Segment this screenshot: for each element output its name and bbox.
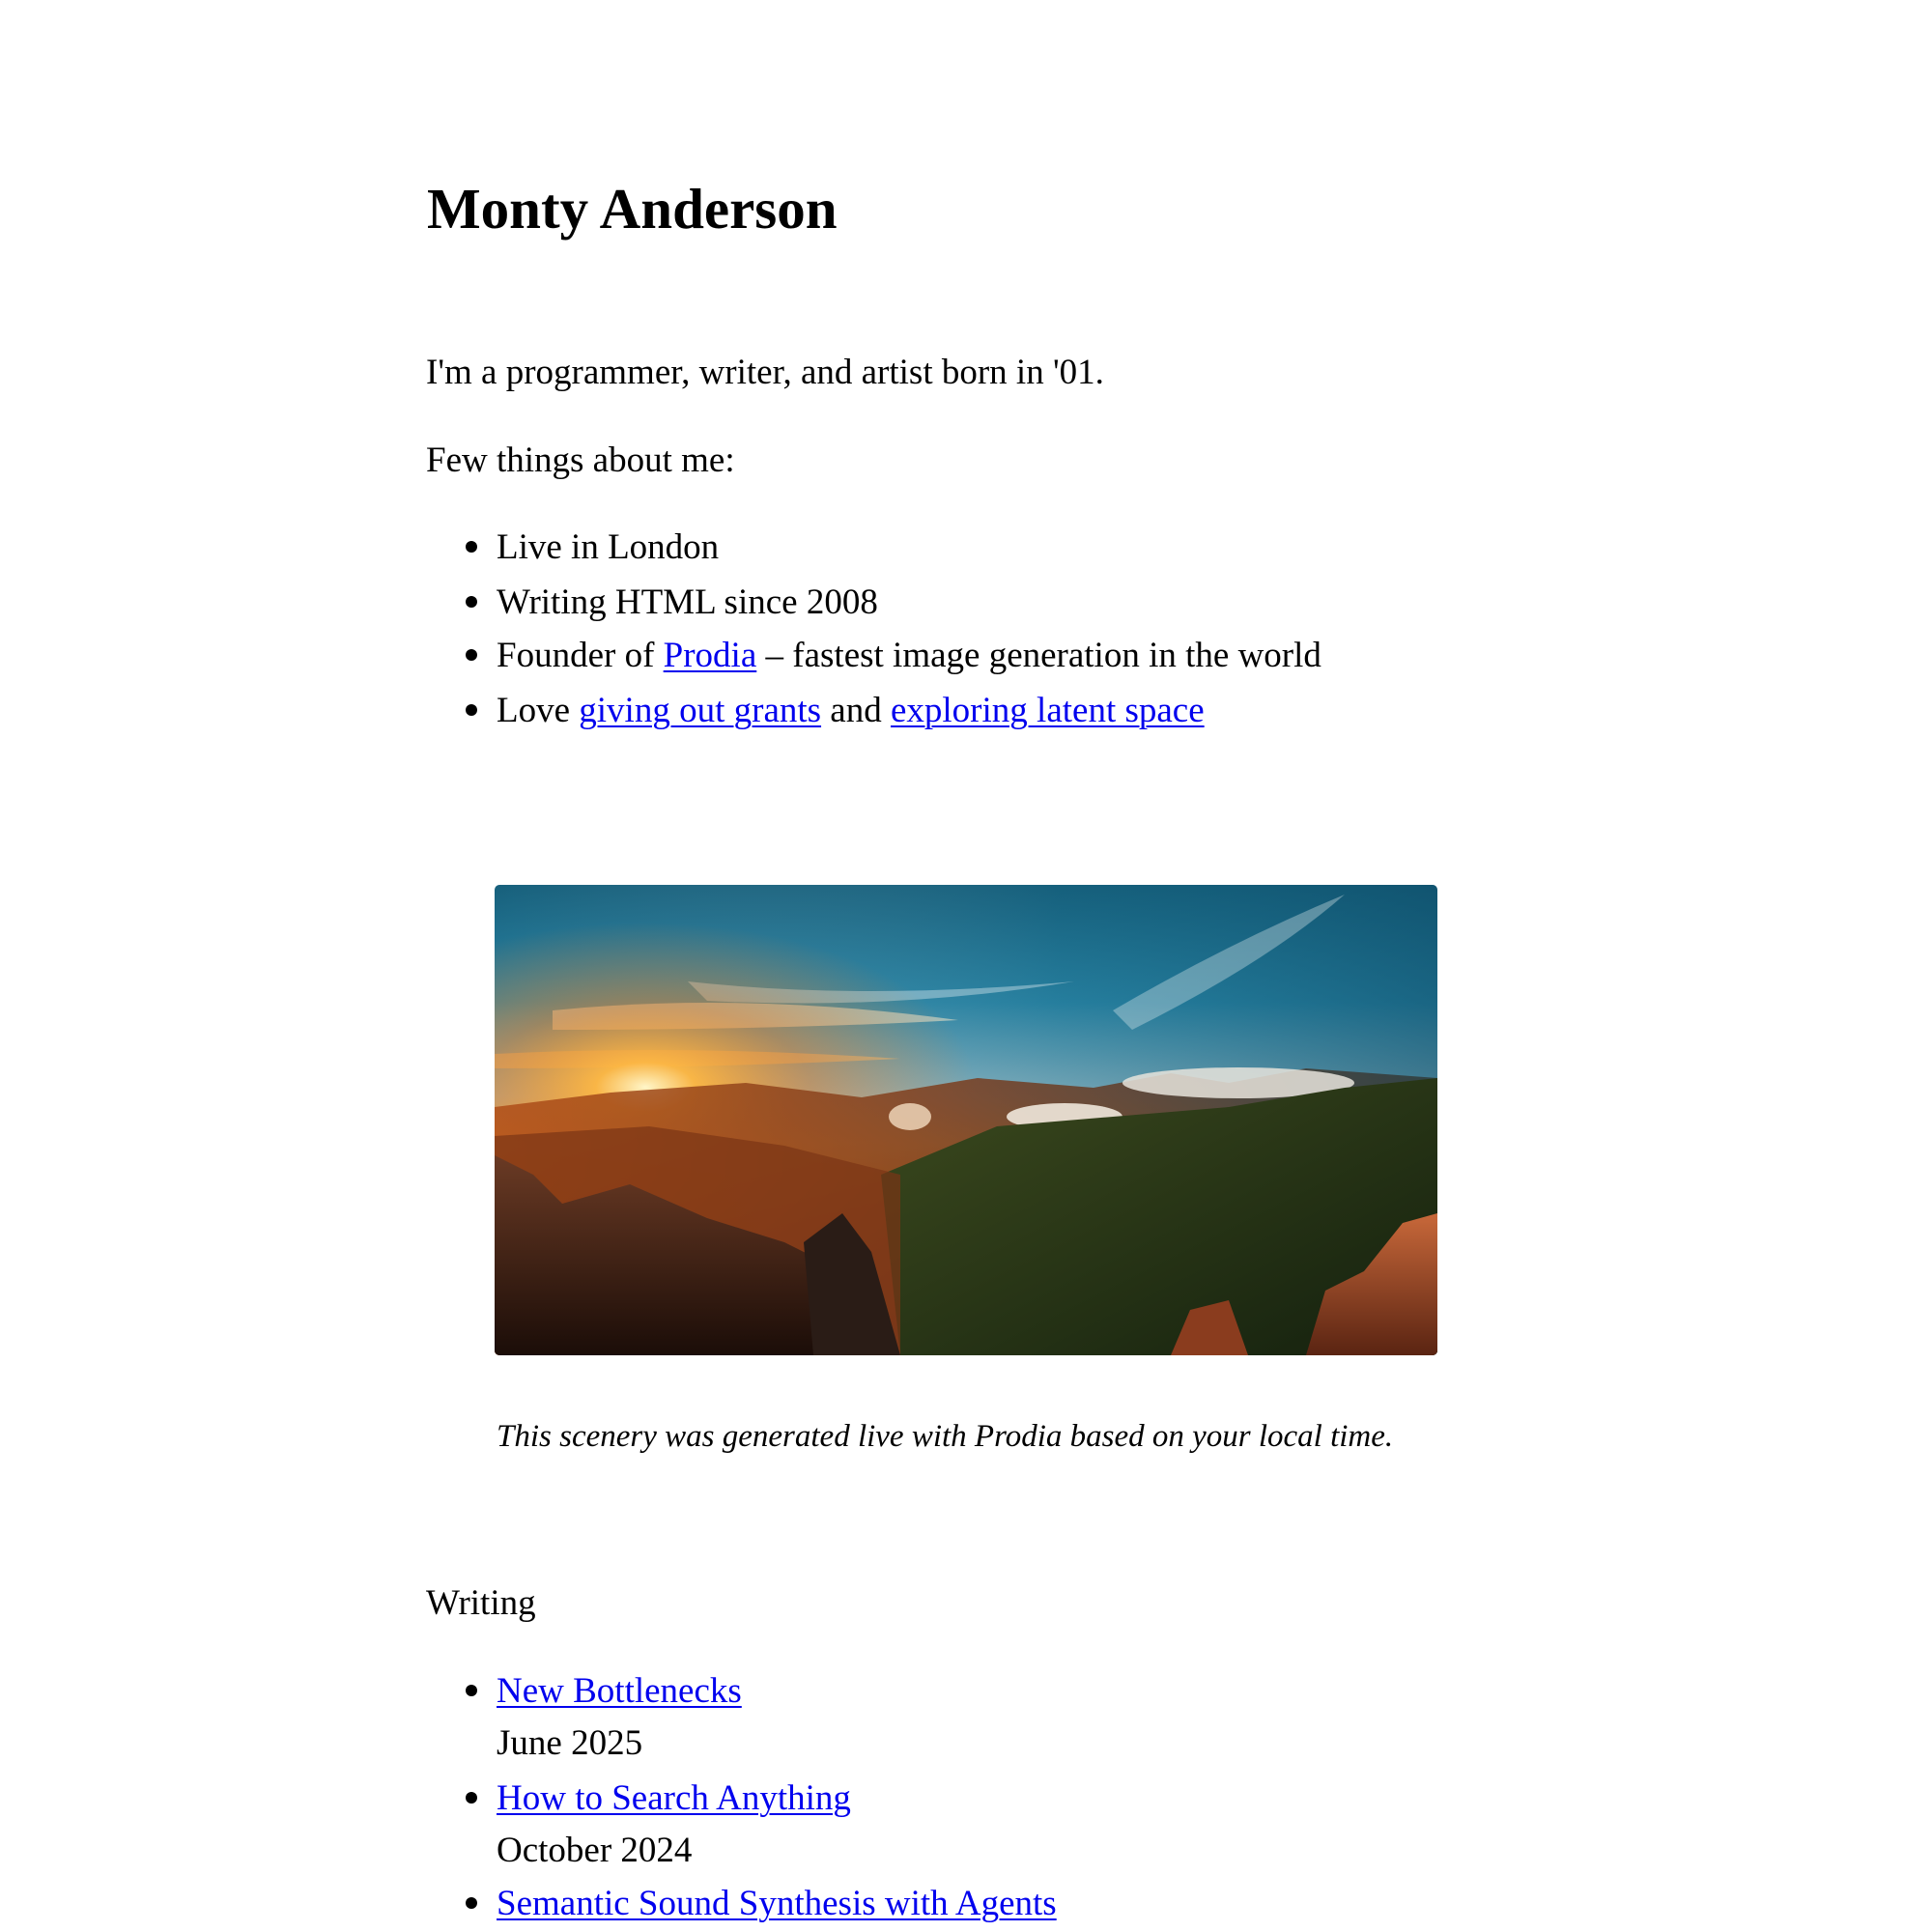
post-link-new-bottlenecks[interactable]: New Bottlenecks [497, 1671, 742, 1711]
about-item-suffix: – fastest image generation in the world [756, 636, 1321, 675]
post-date: October 2024 [497, 1831, 693, 1870]
bullet-icon [466, 541, 477, 553]
writing-heading: Writing [426, 1583, 536, 1623]
about-item-prefix: Founder of [497, 636, 664, 675]
about-item-line [497, 635, 1321, 676]
post-link-semantic-sound-synthesis[interactable]: Semantic Sound Synthesis with Agents [497, 1884, 1057, 1923]
about-item-middle: and [821, 691, 891, 730]
post-date: June 2025 [497, 1723, 643, 1763]
about-item-text: Live in London [497, 527, 720, 567]
scenery-caption: This scenery was generated live with Prodia based on your local time. [497, 1419, 1394, 1454]
about-intro-paragraph: Few things about me: [426, 440, 735, 480]
bullet-icon [466, 1685, 477, 1696]
post-link-how-to-search-anything[interactable]: How to Search Anything [497, 1778, 851, 1818]
about-item-line [497, 690, 1205, 731]
intro-paragraph: I'm a programmer, writer, and artist born in '01. [426, 353, 1104, 392]
bullet-icon [466, 1897, 477, 1909]
scenery-image [495, 885, 1437, 1355]
bullet-icon [466, 596, 477, 608]
prodia-link[interactable]: Prodia [663, 636, 757, 675]
page-title: Monty Anderson [427, 177, 838, 241]
about-item-text: Writing HTML since 2008 [497, 582, 878, 622]
bullet-icon [466, 704, 477, 716]
latent-space-link[interactable]: exploring latent space [890, 691, 1205, 730]
grants-link[interactable]: giving out grants [579, 691, 822, 730]
landscape-illustration [495, 885, 1437, 1355]
about-item-prefix: Love [497, 691, 580, 730]
bullet-icon [466, 1792, 477, 1804]
bullet-icon [466, 649, 477, 661]
